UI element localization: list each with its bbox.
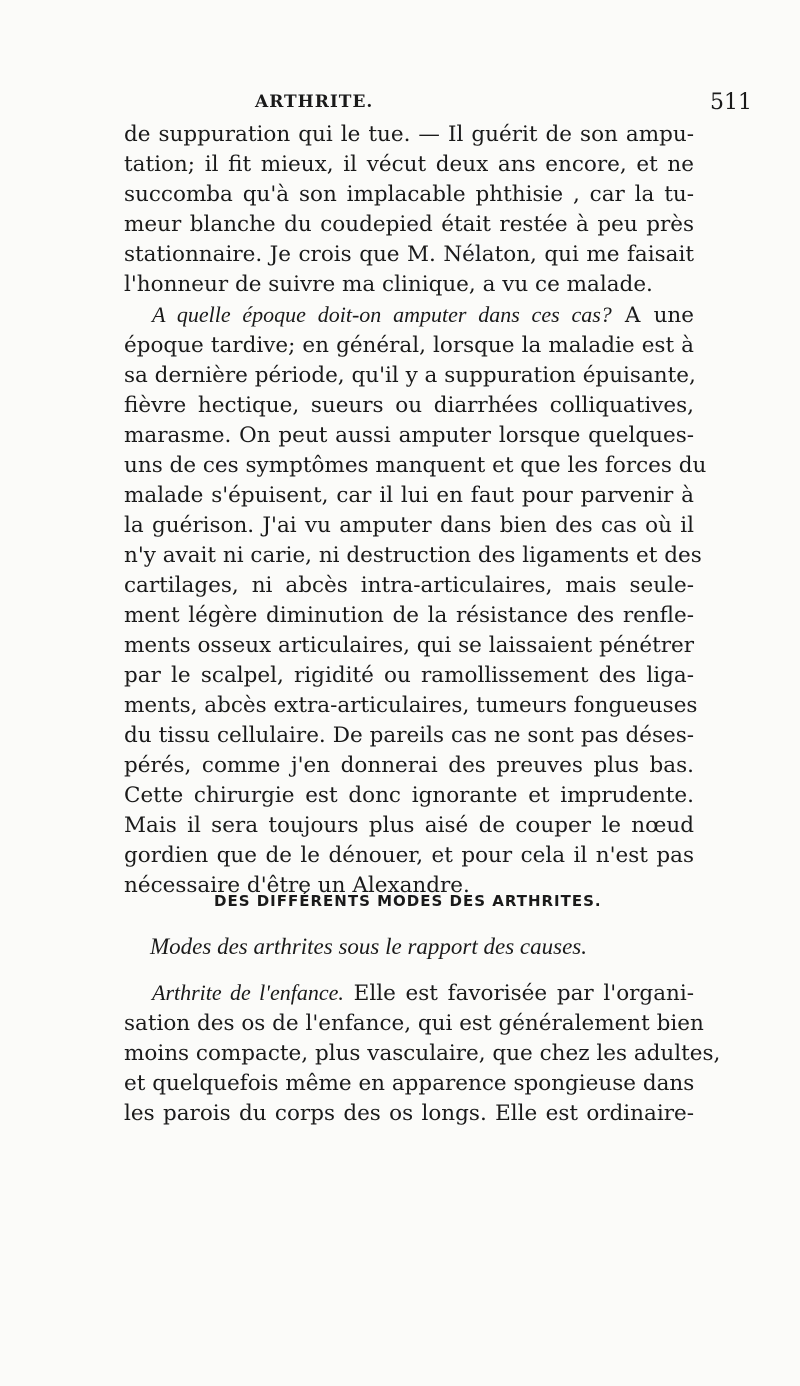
text-line: malade s'épuisent, car il lui en faut pour parvenir à <box>124 483 694 508</box>
text-line: nécessaire d'être un Alexandre. <box>124 873 470 898</box>
text-line: pérés, comme j'en donnerai des preuves plus bas. <box>124 753 694 778</box>
text-line: de suppuration qui le tue. — Il guérit de son ampu- <box>124 122 694 147</box>
text-line: succomba qu'à son implacable phthisie , car la tu- <box>124 182 694 207</box>
section-heading: DES DIFFÉRENTS MODES DES ARTHRITES. <box>214 892 602 910</box>
text-line: l'honneur de suivre ma clinique, a vu ce malade. <box>124 272 653 297</box>
text-line: par le scalpel, rigidité ou ramollissement des liga- <box>124 663 694 688</box>
text-line: tation; il fit mieux, il vécut deux ans encore, et ne <box>124 152 694 177</box>
subheading: Modes des arthrites sous le rapport des causes. <box>150 934 587 959</box>
text-line: gordien que de le dénouer, et pour cela il n'est pas <box>124 843 694 868</box>
text-line: n'y avait ni carie, ni destruction des ligaments et des <box>124 543 702 568</box>
italic-lead: Arthrite de l'enfance. <box>152 980 344 1005</box>
text-line: marasme. On peut aussi amputer lorsque quelques- <box>124 423 694 448</box>
text-line: Mais il sera toujours plus aisé de couper le nœud <box>124 813 694 838</box>
text-line: Cette chirurgie est donc ignorante et imprudente. <box>124 783 694 808</box>
lead-rest: A une <box>611 303 694 328</box>
text-line: et quelquefois même en apparence spongieuse dans <box>124 1071 695 1096</box>
text-line: époque tardive; en général, lorsque la maladie est à <box>124 333 694 358</box>
text-line: du tissu cellulaire. De pareils cas ne sont pas déses- <box>124 723 694 748</box>
paragraph-3-lead-line <box>124 978 694 1009</box>
text-line: moins compacte, plus vasculaire, que chez les adultes, <box>124 1041 721 1066</box>
text-line: ments osseux articulaires, qui se laissaient pénétrer <box>124 633 695 658</box>
italic-question: A quelle époque doit-on amputer dans ces cas? <box>152 302 612 327</box>
text-line: ment légère diminution de la résistance des renfle- <box>124 603 694 628</box>
text-line: fièvre hectique, sueurs ou diarrhées colliquatives, <box>124 393 694 418</box>
text-line: meur blanche du coudepied était restée à peu près <box>124 212 694 237</box>
lead-rest: Elle est favorisée par l'organi- <box>343 981 694 1006</box>
text-line: stationnaire. Je crois que M. Nélaton, qui me faisait <box>124 242 694 267</box>
text-line: cartilages, ni abcès intra-articulaires, mais seule- <box>124 573 694 598</box>
text-line: uns de ces symptômes manquent et que les forces du <box>124 453 707 478</box>
text-line: ments, abcès extra-articulaires, tumeurs fongueuses <box>124 693 698 718</box>
page-number: 511 <box>710 90 752 115</box>
text-line: les parois du corps des os longs. Elle est ordinaire- <box>124 1101 694 1126</box>
paragraph-2-lead-line <box>124 300 694 331</box>
text-line: sation des os de l'enfance, qui est généralement bien <box>124 1011 704 1036</box>
text-line: la guérison. J'ai vu amputer dans bien des cas où il <box>124 513 694 538</box>
paragraph-1 <box>124 120 707 901</box>
running-head: ARTHRITE. <box>255 92 374 112</box>
paragraph-3 <box>124 978 721 1129</box>
text-line: sa dernière période, qu'il y a suppuration épuisante, <box>124 363 696 388</box>
